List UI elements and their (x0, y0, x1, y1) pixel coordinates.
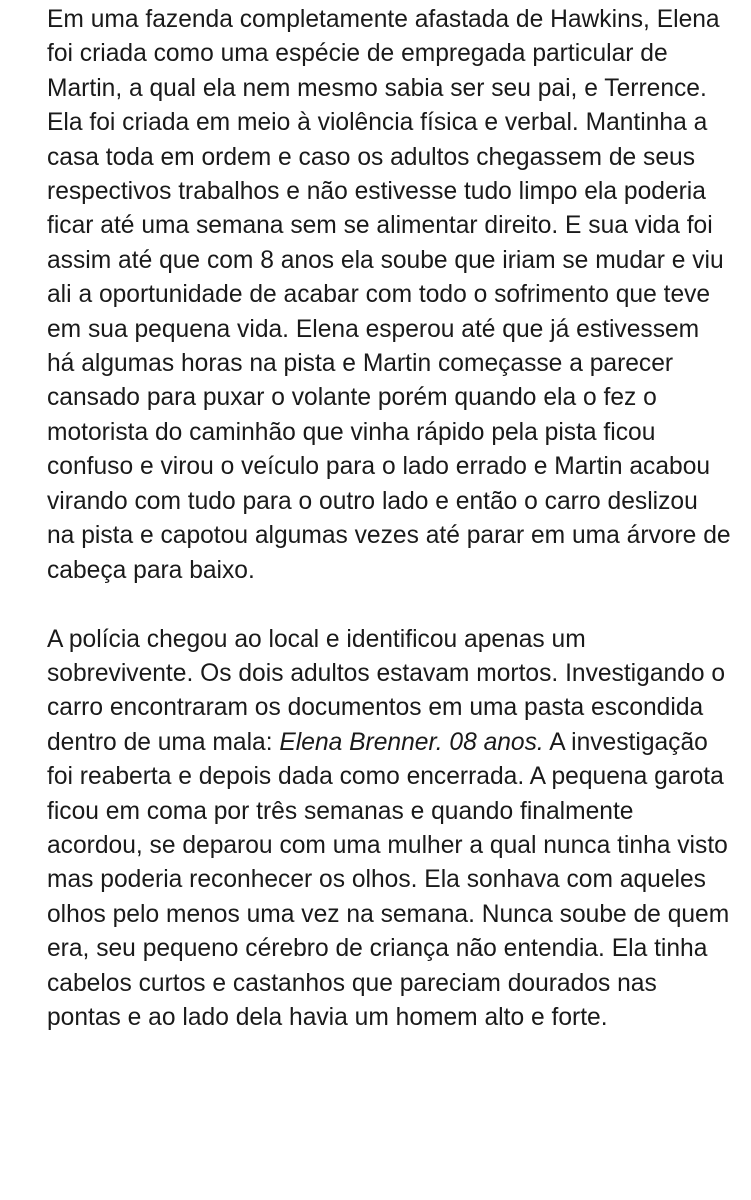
paragraph-2-text-before: A polícia chegou ao local e identificou apenas um sobrevivente. Os dois adultos estavam mortos. Investigando o carro encontraram os documentos em uma pasta escondida dentro de uma mala: (47, 625, 726, 756)
story-paragraph-2 (47, 623, 731, 1036)
document-name-italic: Elena Brenner. 08 anos. (279, 728, 544, 756)
story-paragraph-1: Em uma fazenda completamente afastada de Hawkins, Elena foi criada como uma espécie de empregada particular de Martin, a qual ela nem mesmo sabia ser seu pai, e Terrence. Ela foi criada em meio à violência física e verbal. Mantinha a casa toda em ordem e caso os adultos chegassem de seus respectivos trabalhos e não estivesse tudo limpo ela poderia ficar até uma semana sem se alimentar direito. E sua vida foi assim até que com 8 anos ela soube que iriam se mudar e viu ali a oportunidade de acabar com todo o sofrimento que teve em sua pequena vida. Elena esperou até que já estivessem há algumas horas na pista e Martin começasse a parecer cansado para puxar o volante porém quando ela o fez o motorista do caminhão que vinha rápido pela pista ficou confuso e virou o veículo para o lado errado e Martin acabou virando com tudo para o outro lado e então o carro deslizou na pista e capotou algumas vezes até parar em uma árvore de cabeça para baixo. (47, 6, 731, 584)
paragraph-2-text-after: A investigação foi reaberta e depois dada como encerrada. A pequena garota ficou em coma por três semanas e quando finalmente acordou, se deparou com uma mulher a qual nunca tinha visto mas poderia reconhecer os olhos. Ela sonhava com aqueles olhos pelo menos uma vez na semana. Nunca soube de quem era, seu pequeno cérebro de criança não entendia. Ela tinha cabelos curtos e castanhos que pareciam dourados nas pontas e ao lado dela havia um homem alto e forte. (47, 728, 730, 1031)
